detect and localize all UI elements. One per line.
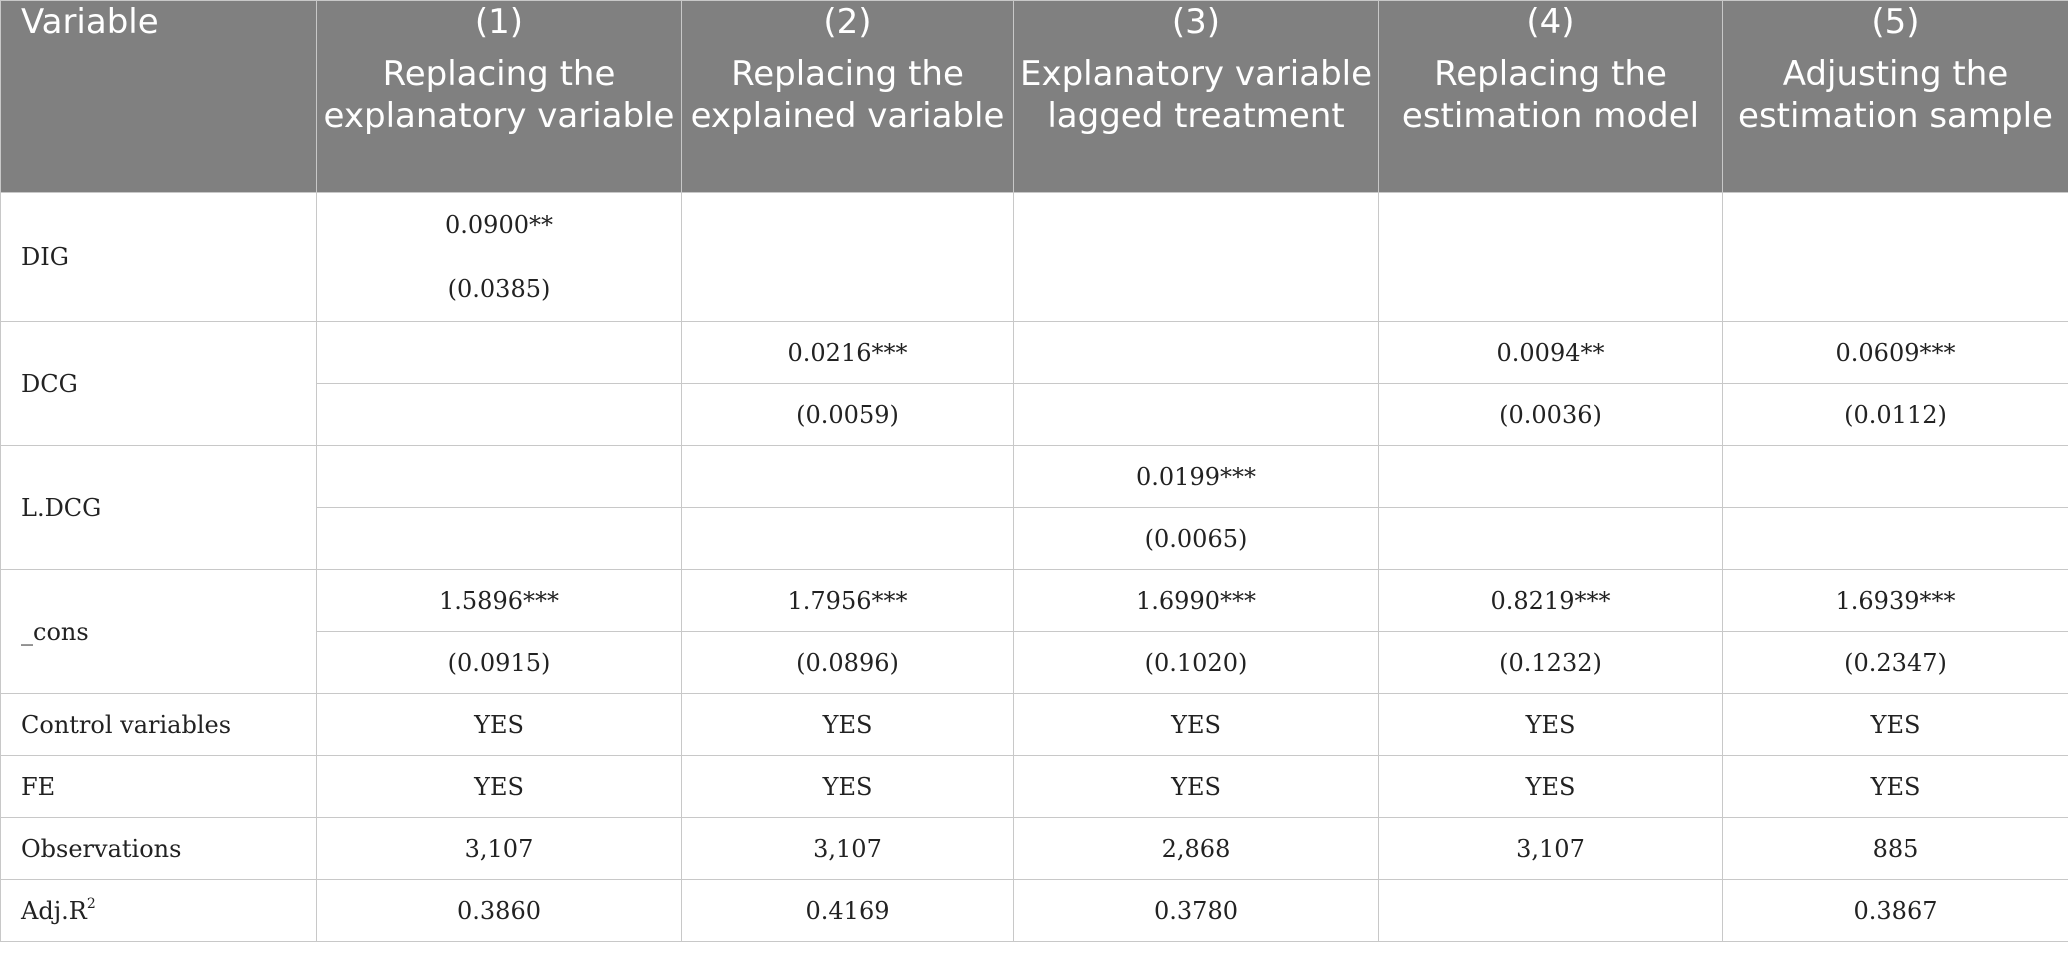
column-number: (4): [1526, 2, 1575, 42]
cell-fe-3: YES: [1014, 756, 1379, 818]
row-label-observations: Observations: [1, 818, 317, 880]
cell-obs-3: 2,868: [1014, 818, 1379, 880]
row-label-fe: FE: [1, 756, 317, 818]
cell-ldcg-se-1: [317, 508, 682, 570]
column-title: Explanatory variable lagged treatment: [1019, 54, 1373, 136]
cell-cons-se-3: (0.1020): [1014, 632, 1379, 694]
header-variable-label: Variable: [21, 2, 159, 42]
table-row-dig: [1, 193, 2068, 322]
table-row-ldcg-coef: [1, 446, 2068, 508]
cell-dcg-coef-5: 0.0609***: [1723, 322, 2068, 384]
column-number: (5): [1871, 2, 1920, 42]
column-title: Replacing the explanatory variable: [323, 54, 675, 136]
cell-controls-3: YES: [1014, 694, 1379, 756]
cell-fe-5: YES: [1723, 756, 2068, 818]
cell-fe-4: YES: [1379, 756, 1723, 818]
cell-controls-4: YES: [1379, 694, 1723, 756]
cell-dig-1: [317, 193, 682, 322]
cell-cons-coef-5: 1.6939***: [1723, 570, 2068, 632]
cell-ldcg-coef-3: 0.0199***: [1014, 446, 1379, 508]
cell-ldcg-coef-4: [1379, 446, 1723, 508]
cell-dcg-se-4: (0.0036): [1379, 384, 1723, 446]
cell-cons-coef-2: 1.7956***: [682, 570, 1014, 632]
cell-obs-5: 885: [1723, 818, 2068, 880]
coefficient-value: 0.0900**: [445, 211, 553, 239]
cell-fe-1: YES: [317, 756, 682, 818]
adj-r2-label-superscript: 2: [86, 895, 96, 912]
adj-r2-label-text: Adj.R: [21, 896, 87, 925]
table-row-observations: [1, 818, 2068, 880]
cell-dcg-coef-4: 0.0094**: [1379, 322, 1723, 384]
cell-cons-coef-3: 1.6990***: [1014, 570, 1379, 632]
row-label-ldcg: L.DCG: [1, 446, 317, 570]
cell-dcg-coef-1: [317, 322, 682, 384]
cell-ldcg-se-4: [1379, 508, 1723, 570]
row-label-controls: Control variables: [1, 694, 317, 756]
row-label-dcg: DCG: [1, 322, 317, 446]
cell-dig-5: [1723, 193, 2068, 322]
header-variable: [1, 1, 317, 193]
header-column-4: [1379, 1, 1723, 193]
cell-adjr2-5: 0.3867: [1723, 880, 2068, 942]
table-row-fe: [1, 756, 2068, 818]
row-label-dig: DIG: [1, 193, 317, 322]
cell-dig-3: [1014, 193, 1379, 322]
header-column-1: [317, 1, 682, 193]
cell-dcg-se-5: (0.0112): [1723, 384, 2068, 446]
cell-fe-2: YES: [682, 756, 1014, 818]
cell-obs-4: 3,107: [1379, 818, 1723, 880]
cell-ldcg-se-2: [682, 508, 1014, 570]
column-number: (1): [474, 2, 524, 42]
cell-adjr2-3: 0.3780: [1014, 880, 1379, 942]
cell-cons-coef-4: 0.8219***: [1379, 570, 1723, 632]
cell-adjr2-1: 0.3860: [317, 880, 682, 942]
cell-adjr2-4: [1379, 880, 1723, 942]
header-column-2: [682, 1, 1014, 193]
cell-ldcg-coef-2: [682, 446, 1014, 508]
cell-dcg-se-2: (0.0059): [682, 384, 1014, 446]
column-number: (2): [823, 2, 872, 42]
cell-controls-2: YES: [682, 694, 1014, 756]
table-row-adj-r2: [1, 880, 2068, 942]
standard-error-value: (0.0385): [447, 275, 551, 303]
cell-adjr2-2: 0.4169: [682, 880, 1014, 942]
table-row-dcg-coef: [1, 322, 2068, 384]
cell-cons-se-4: (0.1232): [1379, 632, 1723, 694]
cell-dcg-coef-3: [1014, 322, 1379, 384]
cell-obs-1: 3,107: [317, 818, 682, 880]
cell-dcg-se-3: [1014, 384, 1379, 446]
cell-ldcg-se-5: [1723, 508, 2068, 570]
cell-dcg-se-1: [317, 384, 682, 446]
cell-ldcg-coef-1: [317, 446, 682, 508]
header-column-3: [1014, 1, 1379, 193]
column-number: (3): [1171, 2, 1221, 42]
row-label-cons: _cons: [1, 570, 317, 694]
header-column-5: [1723, 1, 2068, 193]
cell-dig-2: [682, 193, 1014, 322]
table-row-controls: [1, 694, 2068, 756]
cell-controls-5: YES: [1723, 694, 2068, 756]
cell-dig-4: [1379, 193, 1723, 322]
table-row-cons-coef: [1, 570, 2068, 632]
cell-controls-1: YES: [317, 694, 682, 756]
column-title: Replacing the explained variable: [690, 54, 1005, 136]
row-label-adj-r2: [1, 880, 317, 942]
cell-obs-2: 3,107: [682, 818, 1014, 880]
column-title: Replacing the estimation model: [1401, 54, 1700, 136]
cell-ldcg-coef-5: [1723, 446, 2068, 508]
cell-cons-se-5: (0.2347): [1723, 632, 2068, 694]
cell-cons-se-2: (0.0896): [682, 632, 1014, 694]
table-header-row: [1, 1, 2068, 193]
column-title: Adjusting the estimation sample: [1738, 54, 2053, 136]
cell-cons-coef-1: 1.5896***: [317, 570, 682, 632]
cell-ldcg-se-3: (0.0065): [1014, 508, 1379, 570]
cell-dcg-coef-2: 0.0216***: [682, 322, 1014, 384]
cell-cons-se-1: (0.0915): [317, 632, 682, 694]
